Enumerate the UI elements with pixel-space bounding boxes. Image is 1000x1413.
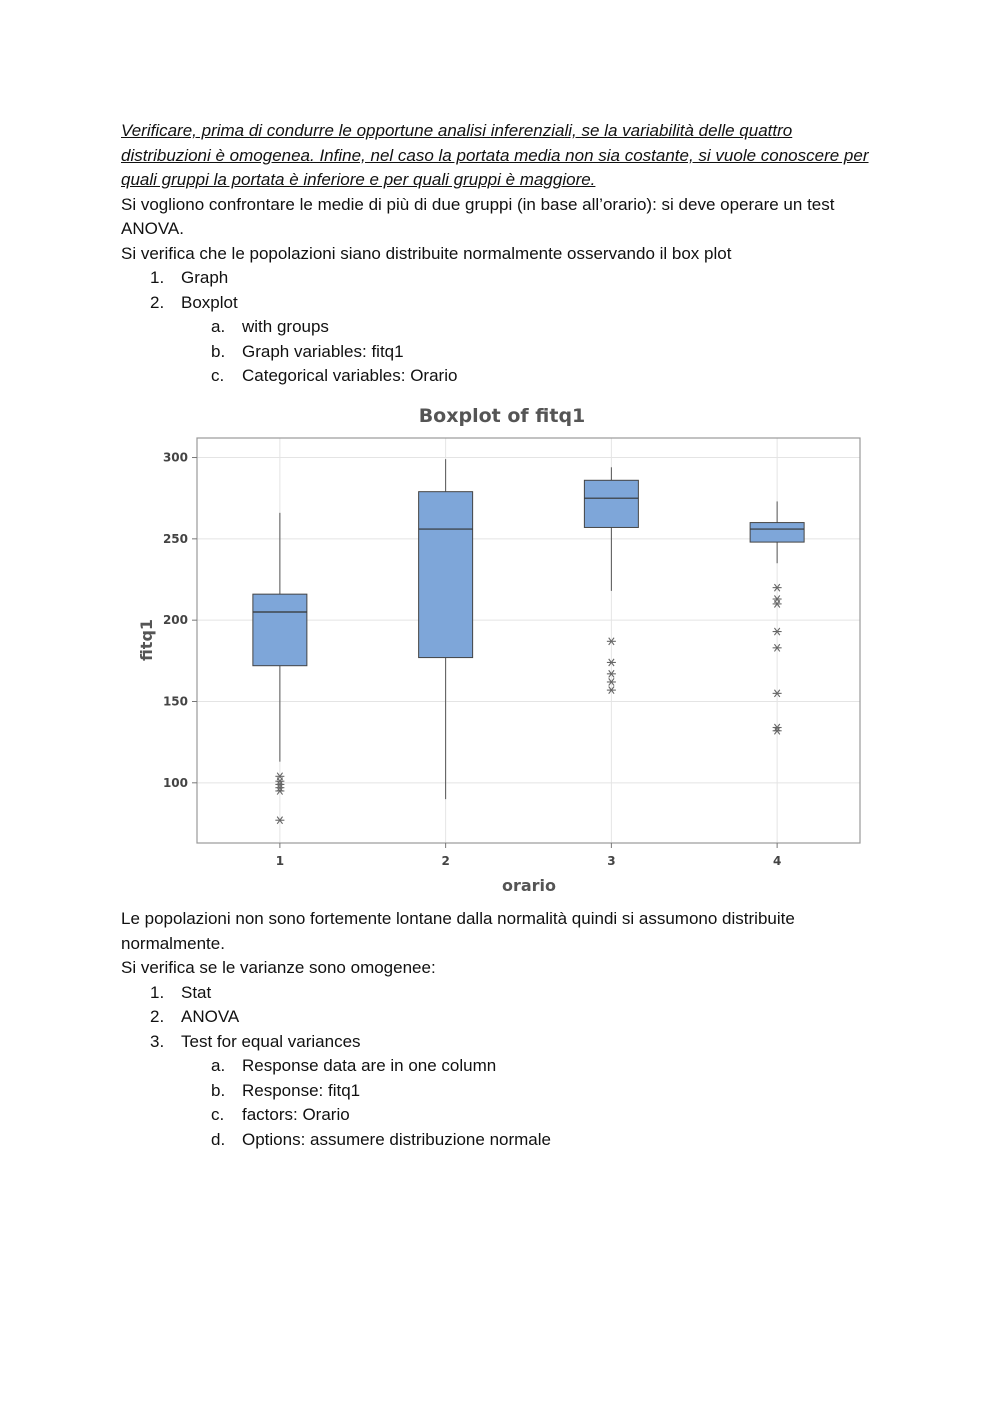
x-axis-label: orario (501, 876, 557, 895)
boxplot-figure (130, 395, 870, 900)
y-tick-label: 200 (162, 613, 188, 628)
list-item-label: Graph variables: fitq1 (242, 341, 404, 361)
sublist-item (121, 1103, 881, 1128)
list-item-label: Options: assumere distribuzione normale (242, 1129, 551, 1149)
sublist-item (121, 1079, 881, 1104)
list-marker: b. (211, 1080, 226, 1100)
list-item (121, 1005, 881, 1030)
list-marker: b. (211, 341, 226, 361)
list-marker: 2. (150, 292, 165, 312)
list-marker: c. (211, 366, 225, 385)
y-tick-label: 150 (162, 694, 188, 709)
paragraph-variance: Si verifica se le varianze sono omogenee: (121, 958, 436, 977)
x-tick-label: 1 (275, 854, 285, 868)
x-tick-label: 3 (607, 854, 616, 868)
list-item-label: Graph (181, 268, 229, 287)
list-item (121, 266, 881, 291)
sublist-item (121, 1128, 881, 1153)
list-marker: 2. (150, 1007, 165, 1026)
list-marker: d. (211, 1129, 226, 1149)
text-section-bottom (121, 907, 881, 1152)
task-statement: Verificare, prima di condurre le opportune analisi inferenziali, se la variabilità delle quattro distribuzioni è omogenea. Infine, nel caso la portata media non sia costante, si vuole conoscere per quali gruppi la portata è inferiore e per quali gruppi è maggiore. (121, 121, 869, 189)
text-section-top (121, 119, 881, 389)
x-tick-label: 2 (441, 854, 450, 868)
list-item-label: Response: fitq1 (242, 1080, 361, 1100)
y-tick-label: 250 (162, 531, 188, 546)
list-item-label: Boxplot (181, 292, 238, 312)
x-tick-label: 4 (772, 854, 782, 868)
y-tick-label: 300 (162, 450, 188, 465)
list-marker: 1. (150, 268, 165, 287)
list-item-label: ANOVA (181, 1007, 240, 1026)
box-3 (584, 480, 638, 527)
box-1 (253, 594, 307, 666)
list-item-label: Test for equal variances (181, 1031, 361, 1051)
paragraph-normality: Si verifica che le popolazioni siano distribuite normalmente osservando il box plot (121, 243, 732, 263)
steps-sublist-2 (121, 1054, 881, 1152)
list-item-label: Response data are in one column (242, 1056, 497, 1075)
box-2 (419, 492, 473, 658)
sublist-item (121, 315, 881, 340)
list-marker: c. (211, 1105, 225, 1124)
paragraph-conclusion: Le popolazioni non sono fortemente lontane dalla normalità quindi si assumono distribuite normalmente. (121, 909, 795, 953)
list-item (121, 1030, 881, 1055)
list-marker: a. (211, 317, 226, 336)
chart-title: Boxplot of fitq1 (418, 405, 586, 427)
plot-area (163, 438, 860, 868)
sublist-item (121, 1054, 881, 1079)
list-item-label: Categorical variables: Orario (242, 366, 458, 385)
list-item-label: Stat (181, 982, 212, 1002)
list-marker: 3. (150, 1031, 165, 1051)
steps-list-1 (121, 266, 881, 315)
list-marker: 1. (150, 982, 165, 1002)
y-axis-label: fitq1 (137, 618, 156, 662)
sublist-item (121, 364, 881, 389)
list-item-label: with groups (242, 317, 329, 336)
list-item-label: factors: Orario (242, 1105, 350, 1124)
steps-list-2 (121, 981, 881, 1055)
list-item (121, 981, 881, 1006)
steps-sublist-1 (121, 315, 881, 389)
list-item (121, 291, 881, 316)
boxplot-chart (130, 395, 870, 900)
box-4 (750, 523, 804, 543)
y-tick-label: 100 (162, 775, 188, 790)
paragraph-anova: Si vogliono confrontare le medie di più di due gruppi (in base all’orario): si deve operare un test ANOVA. (121, 194, 835, 238)
sublist-item (121, 340, 881, 365)
list-marker: a. (211, 1056, 226, 1075)
